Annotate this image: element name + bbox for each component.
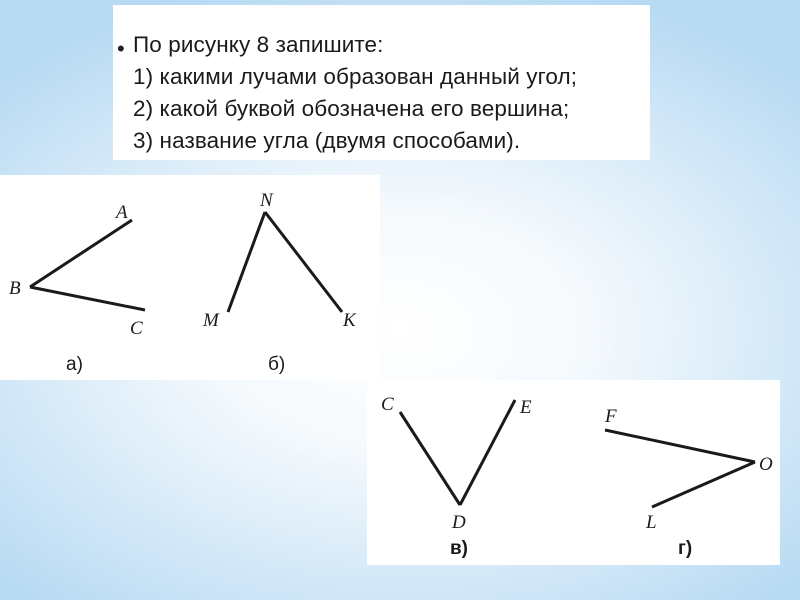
figures-vg-svg [367, 380, 780, 565]
figures-ab-svg [0, 175, 380, 380]
caption-b: б) [268, 354, 286, 375]
task-item-3: 3) название угла (двумя способами). [133, 128, 521, 153]
caption-g: г) [678, 538, 693, 559]
vertex-label-n: N [260, 190, 273, 211]
point-label-c2: C [381, 394, 394, 415]
task-item-2: 2) какой буквой обозначена его вершина; [133, 96, 570, 121]
vertex-label-b: B [9, 278, 21, 299]
figure-b [202, 190, 357, 375]
ray-ol [652, 462, 755, 507]
figure-g [604, 406, 773, 559]
ray-de [460, 400, 515, 505]
figures-panel-ab [0, 175, 380, 380]
vertex-label-d: D [452, 512, 466, 533]
point-label-l: L [646, 512, 657, 533]
figures-panel-vg [367, 380, 780, 565]
point-label-k: K [343, 310, 356, 331]
point-label-f: F [605, 406, 617, 427]
point-label-m: M [203, 310, 219, 331]
point-label-e: E [520, 397, 532, 418]
task-instruction: По рисунку 8 запишите: [133, 32, 384, 57]
caption-v: в) [450, 538, 469, 559]
ray-of [605, 430, 755, 462]
figure-v [381, 394, 532, 559]
ray-nk [265, 212, 342, 312]
caption-a: а) [66, 354, 83, 375]
ray-ba [30, 220, 132, 287]
ray-nm [228, 212, 265, 312]
task-item-1: 1) какими лучами образован данный угол; [133, 64, 578, 89]
ray-bc [30, 287, 145, 310]
vertex-label-o: O [759, 454, 773, 475]
bullet-marker: • [117, 36, 125, 61]
point-label-a: A [116, 202, 128, 223]
point-label-c: C [130, 318, 143, 339]
figure-a [9, 202, 145, 375]
ray-dc [400, 412, 460, 505]
